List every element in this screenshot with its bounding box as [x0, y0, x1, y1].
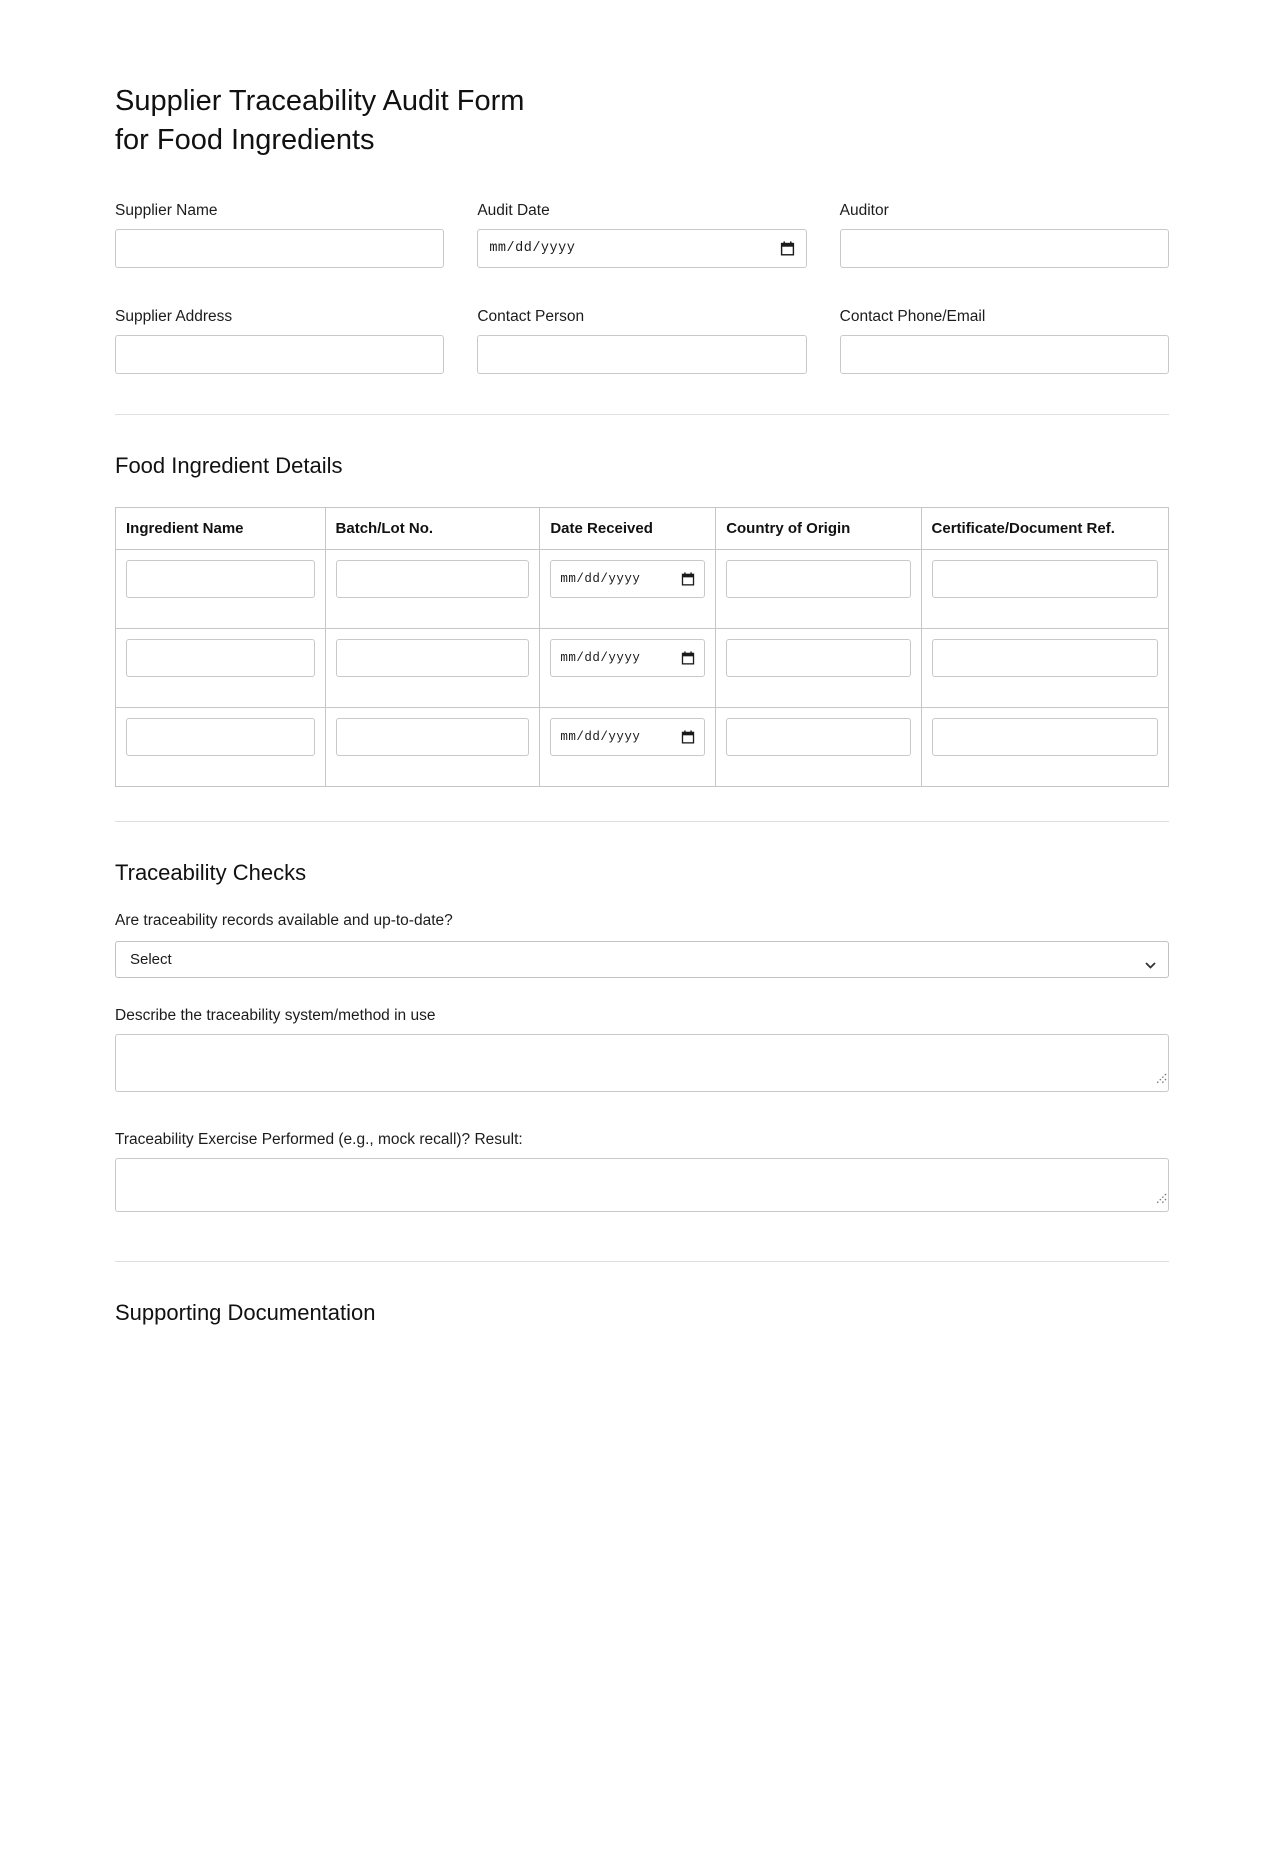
col-header-date-received: Date Received: [540, 508, 716, 550]
col-header-batch-lot: Batch/Lot No.: [325, 508, 540, 550]
contact-phone-email-label: Contact Phone/Email: [839, 308, 986, 325]
calendar-icon[interactable]: [681, 572, 695, 586]
auditor-label: Auditor: [839, 202, 889, 219]
country-origin-input-r1[interactable]: [726, 560, 910, 598]
contact-person-input[interactable]: [477, 335, 806, 374]
select-value: Select: [130, 951, 172, 968]
date-placeholder-text: mm/dd/yyyy: [560, 730, 641, 744]
chevron-down-icon: [1145, 956, 1156, 973]
date-placeholder-text: mm/dd/yyyy: [560, 651, 641, 665]
traceability-exercise-textarea[interactable]: [115, 1158, 1169, 1212]
section-divider-2: [115, 821, 1169, 822]
traceability-system-textarea[interactable]: [115, 1034, 1169, 1092]
supplier-address-label: Supplier Address: [115, 308, 233, 325]
section-divider-3: [115, 1261, 1169, 1262]
resize-handle[interactable]: [1155, 1071, 1167, 1089]
food-ingredient-details-heading: Food Ingredient Details: [115, 453, 343, 478]
supplier-name-field: [115, 202, 444, 268]
traceability-exercise-field: [115, 1158, 1169, 1212]
certificate-ref-input-r2[interactable]: [932, 639, 1158, 677]
traceability-checks-heading: Traceability Checks: [115, 860, 307, 885]
audit-date-field: [477, 202, 806, 268]
batch-lot-input-r2[interactable]: [336, 639, 530, 677]
date-placeholder-text: mm/dd/yyyy: [489, 241, 576, 256]
resize-handle[interactable]: [1155, 1191, 1167, 1209]
supplier-address-field: [115, 308, 444, 374]
contact-person-field: [477, 308, 806, 374]
page-title-line2: for Food Ingredients: [115, 124, 375, 156]
certificate-ref-input-r3[interactable]: [932, 718, 1158, 756]
batch-lot-input-r3[interactable]: [336, 718, 530, 756]
contact-phone-email-field: [840, 308, 1169, 374]
date-received-input-r1[interactable]: [550, 560, 705, 598]
traceability-system-label: Describe the traceability system/method in use: [115, 1007, 436, 1024]
form-container: [115, 0, 1169, 1327]
ingredient-name-input-r3[interactable]: [126, 718, 315, 756]
certificate-ref-input-r1[interactable]: [932, 560, 1158, 598]
ingredient-row-2: [116, 629, 1169, 708]
col-header-country-origin: Country of Origin: [716, 508, 921, 550]
calendar-icon[interactable]: [681, 730, 695, 744]
contact-phone-email-input[interactable]: [840, 335, 1169, 374]
auditor-input[interactable]: [840, 229, 1169, 268]
ingredient-table: [115, 507, 1169, 787]
ingredient-name-input-r2[interactable]: [126, 639, 315, 677]
date-placeholder-text: mm/dd/yyyy: [560, 572, 641, 586]
country-origin-input-r3[interactable]: [726, 718, 910, 756]
calendar-icon[interactable]: [681, 651, 695, 665]
audit-date-label: Audit Date: [477, 202, 550, 219]
supplier-name-input[interactable]: [115, 229, 444, 268]
page-title: [115, 82, 1169, 160]
date-received-input-r3[interactable]: [550, 718, 705, 756]
calendar-icon[interactable]: [780, 241, 795, 256]
ingredient-table-header-row: [116, 508, 1169, 550]
contact-person-label: Contact Person: [477, 308, 585, 325]
ingredient-name-input-r1[interactable]: [126, 560, 315, 598]
section-divider-1: [115, 414, 1169, 415]
supplier-name-label: Supplier Name: [115, 202, 218, 219]
ingredient-row-3: [116, 708, 1169, 787]
auditor-field: [840, 202, 1169, 268]
col-header-certificate-ref: Certificate/Document Ref.: [921, 508, 1168, 550]
supplier-info-grid: [115, 202, 1169, 414]
country-origin-input-r2[interactable]: [726, 639, 910, 677]
records-available-label: Are traceability records available and up-to-date?: [115, 912, 453, 929]
records-available-select[interactable]: [115, 941, 1169, 978]
date-received-input-r2[interactable]: [550, 639, 705, 677]
ingredient-row-1: [116, 550, 1169, 629]
traceability-exercise-label: Traceability Exercise Performed (e.g., mock recall)? Result:: [115, 1131, 523, 1148]
page-title-line1: Supplier Traceability Audit Form: [115, 85, 525, 117]
col-header-ingredient-name: Ingredient Name: [116, 508, 326, 550]
supplier-address-input[interactable]: [115, 335, 444, 374]
audit-date-input[interactable]: [477, 229, 806, 268]
batch-lot-input-r1[interactable]: [336, 560, 530, 598]
supporting-documentation-heading: Supporting Documentation: [115, 1300, 376, 1325]
traceability-system-field: [115, 1034, 1169, 1092]
